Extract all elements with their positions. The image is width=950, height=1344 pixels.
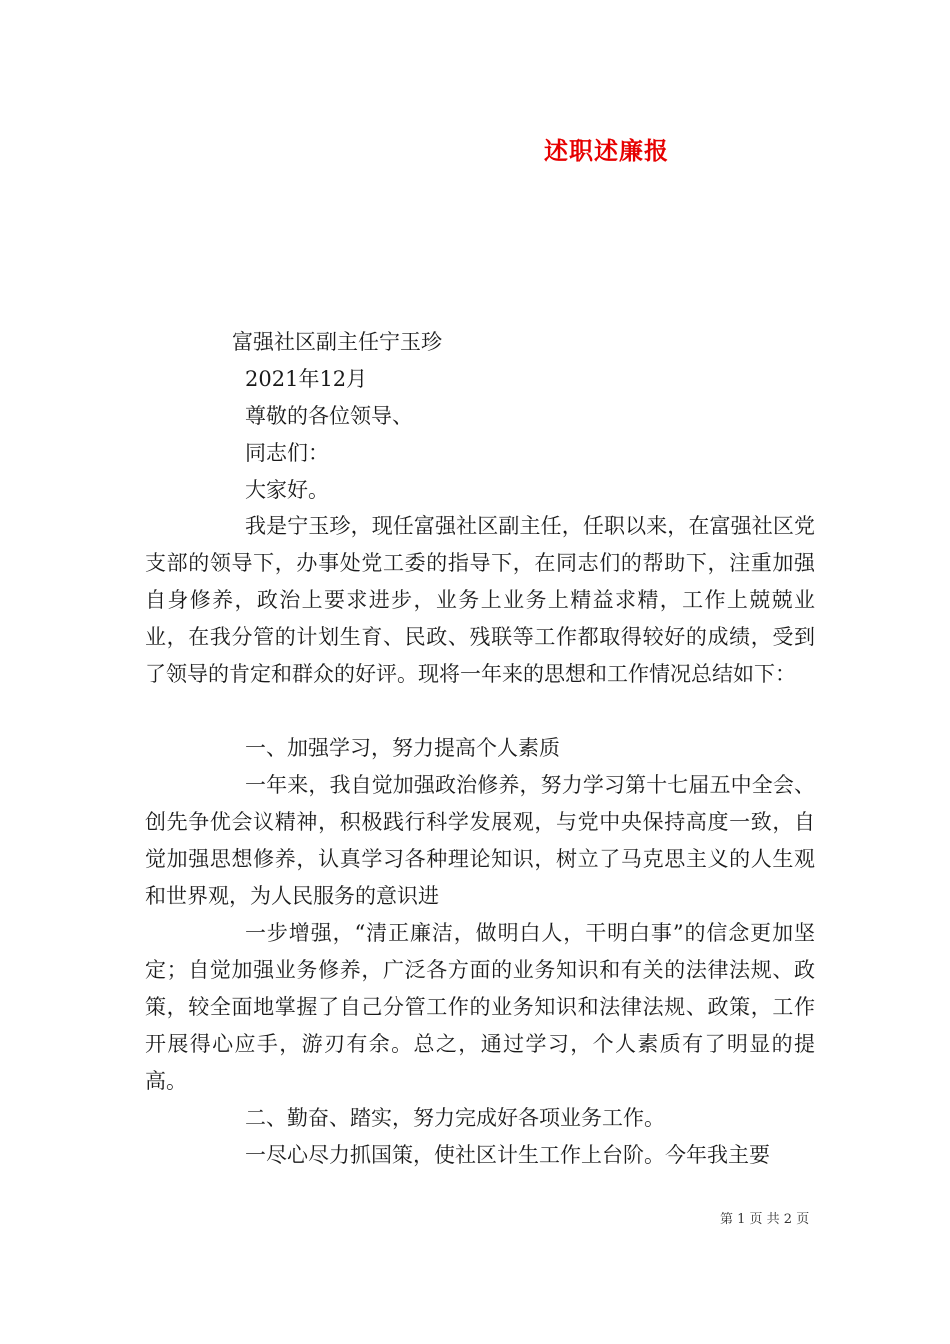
salutation-line-2: 同志们：: [245, 441, 329, 465]
paragraph-study-2: 一步增强，“清正廉洁，做明白人，干明白事”的信念更加坚定；自觉加强业务修养，广泛各方面的业务知识和有关的法律法规、政策，较全面地掌握了自己分管工作的业务知识和法律法规、政策，工作开展得心应手，游刃有余。总之，通过学习，个人素质有了明显的提高。: [145, 921, 815, 1093]
salutation-line-1: 尊敬的各位领导、: [245, 404, 413, 428]
page-footer: 第 1 页 共 2 页: [720, 1212, 810, 1227]
greeting-line: 大家好。: [245, 478, 329, 502]
date-line: 2021年12月: [245, 367, 368, 391]
section-heading-1: 一、加强学习，努力提高个人素质: [245, 736, 560, 760]
author-line: 富强社区副主任宁玉珍: [232, 330, 442, 354]
document-title: 述职述廉报: [544, 136, 669, 165]
paragraph-intro: 我是宁玉珍，现任富强社区副主任，任职以来，在富强社区党支部的领导下，办事处党工委的指导下，在同志们的帮助下，注重加强自身修养，政治上要求进步，业务上业务上精益求精，工作上兢兢业业，在我分管的计划生育、民政、残联等工作都取得较好的成绩，受到了领导的肯定和群众的好评。现将一年来的思想和工作情况总结如下：: [145, 514, 815, 686]
section-heading-2: 二、勤奋、踏实，努力完成好各项业务工作。: [245, 1106, 665, 1130]
paragraph-study-1: 一年来，我自觉加强政治修养，努力学习第十七届五中全会、创先争优会议精神，积极践行科学发展观，与党中央保持高度一致，自觉加强思想修养，认真学习各种理论知识，树立了马克思主义的人生观和世界观，为人民服务的意识进: [145, 773, 815, 908]
paragraph-work-1: 一尽心尽力抓国策，使社区计生工作上台阶。今年我主要: [245, 1143, 770, 1167]
